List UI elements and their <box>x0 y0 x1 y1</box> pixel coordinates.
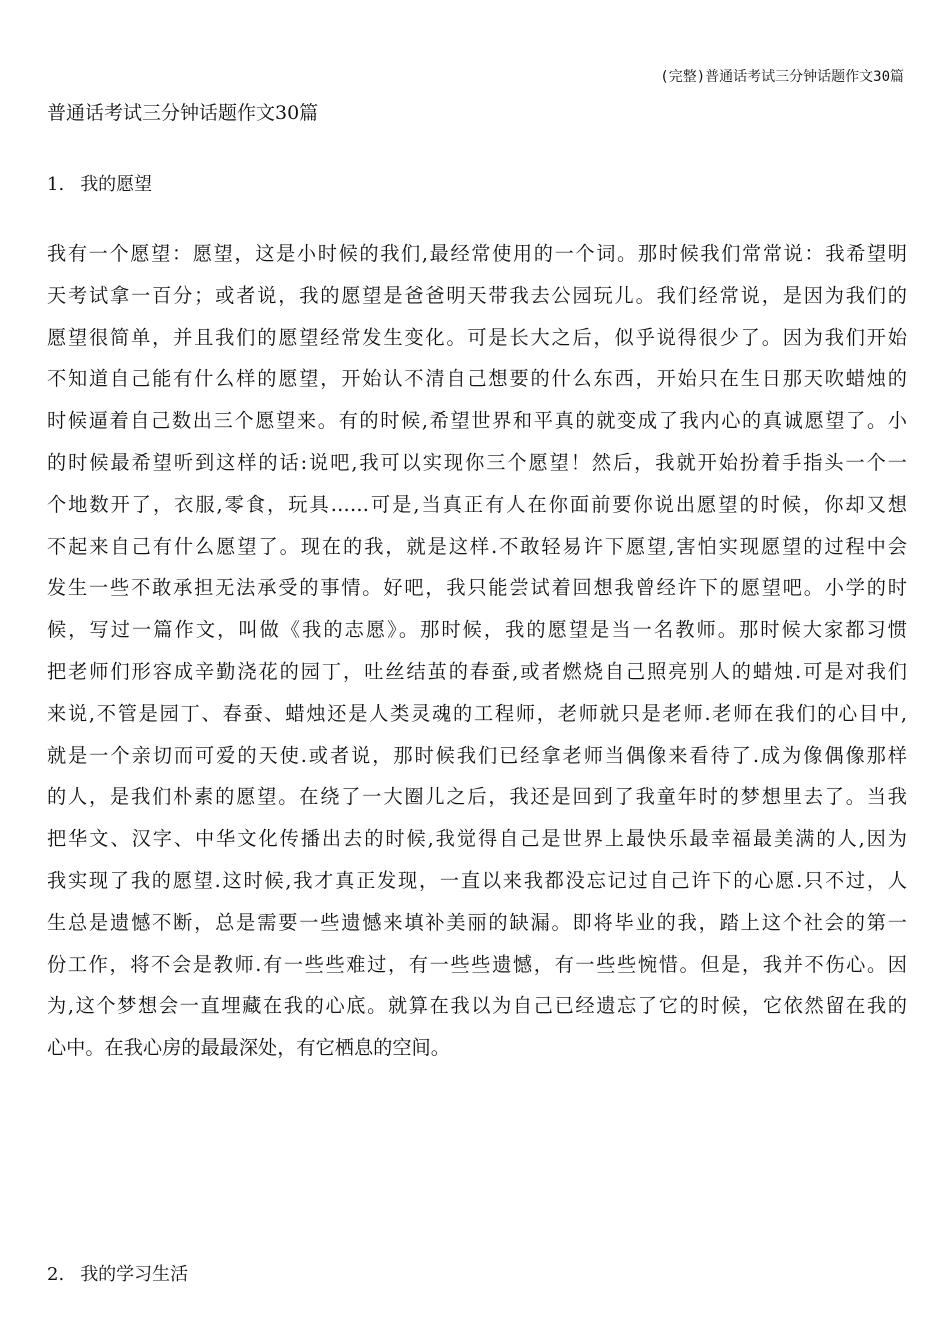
document-title: 普通话考试三分钟话题作文30篇 <box>47 102 319 124</box>
section-number: 1. <box>47 174 65 195</box>
body-line: 发生一些不敢承担无法承受的事情。好吧，我只能尝试着回想我曾经许下的愿望吧。小学的时 <box>47 576 907 600</box>
body-line: 的人，是我们朴素的愿望。在绕了一大圈儿之后，我还是回到了我童年时的梦想里去了。当我 <box>47 785 907 809</box>
body-line: 份工作，将不会是教师.有一些些难过，有一些些遗憾，有一些些惋惜。但是，我并不伤心。因 <box>47 952 907 976</box>
body-line: 的时候最希望听到这样的话:说吧,我可以实现你三个愿望！然后，我就开始扮着手指头一个一 <box>47 450 907 474</box>
body-line: 来说,不管是园丁、春蚕、蜡烛还是人类灵魂的工程师，老师就只是老师.老师在我们的心目中, <box>47 701 907 725</box>
section-title: 我的愿望 <box>80 174 153 195</box>
body-line: 我有一个愿望：愿望，这是小时候的我们,最经常使用的一个词。那时候我们常常说：我希望明 <box>47 242 907 265</box>
section-number: 2. <box>47 1264 65 1285</box>
running-header: (完整)普通话考试三分钟话题作文30篇 <box>660 69 904 85</box>
body-line: 为,这个梦想会一直埋藏在我的心底。就算在我以为自己已经遗忘了它的时候，它依然留在我的 <box>47 994 907 1018</box>
body-line: 天考试拿一百分；或者说，我的愿望是爸爸明天带我去公园玩儿。我们经常说，是因为我们的 <box>47 283 907 307</box>
section-title: 我的学习生活 <box>80 1264 189 1285</box>
body-line: 不起来自己有什么愿望了。现在的我，就是这样.不敢轻易许下愿望,害怕实现愿望的过程中会 <box>47 534 907 558</box>
body-line: 把华文、汉字、中华文化传播出去的时候,我觉得自己是世界上最快乐最幸福最美满的人,因为 <box>47 827 907 851</box>
body-line: 就是一个亲切而可爱的天使.或者说，那时候我们已经拿老师当偶像来看待了.成为像偶像那样 <box>47 743 907 767</box>
body-line: 把老师们形容成辛勤浇花的园丁，吐丝结茧的春蚕,或者燃烧自己照亮别人的蜡烛.可是对我们 <box>47 659 907 683</box>
body-line: 时候逼着自己数出三个愿望来。有的时候,希望世界和平真的就变成了我内心的真诚愿望了。小 <box>47 409 907 433</box>
section-heading-2 <box>47 1262 188 1288</box>
body-line: 我实现了我的愿望.这时候,我才真正发现，一直以来我都没忘记过自己许下的心愿.只不过，人 <box>47 868 907 892</box>
body-line: 愿望很简单，并且我们的愿望经常发生变化。可是长大之后，似乎说得很少了。因为我们开始 <box>47 325 907 349</box>
section-1-body <box>47 241 907 1077</box>
body-line: 生总是遗憾不断，总是需要一些遗憾来填补美丽的缺漏。即将毕业的我，踏上这个社会的第一 <box>47 910 907 934</box>
body-line: 不知道自己能有什么样的愿望，开始认不清自己想要的什么东西，开始只在生日那天吹蜡烛的 <box>47 367 907 391</box>
section-heading-1 <box>47 172 152 198</box>
body-line: 个地数开了，衣服,零食，玩具……可是,当真正有人在你面前要你说出愿望的时候，你却又想 <box>47 492 907 516</box>
body-line: 心中。在我心房的最最深处，有它栖息的空间。 <box>47 1036 450 1060</box>
body-line: 候，写过一篇作文，叫做《我的志愿》。那时候，我的愿望是当一名教师。那时候大家都习惯 <box>47 618 907 642</box>
